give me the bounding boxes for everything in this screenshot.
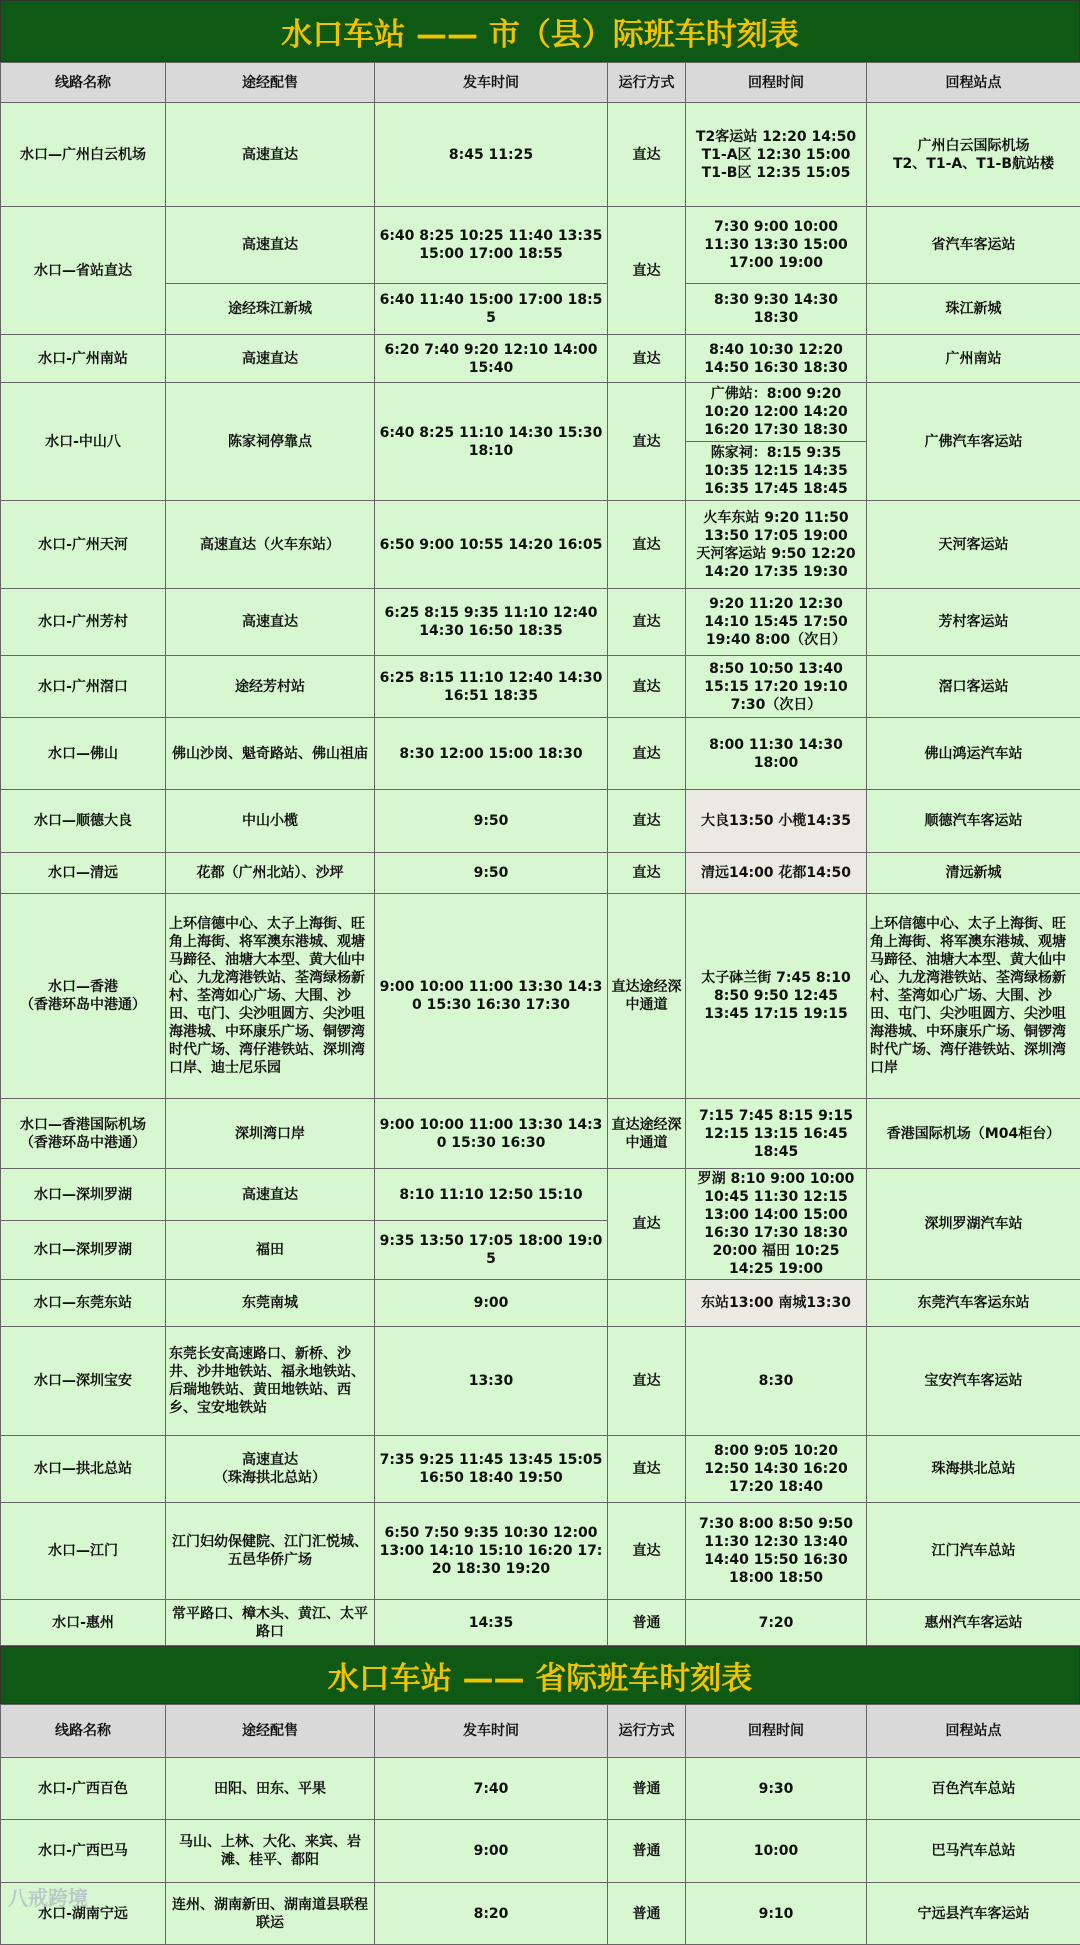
return-times: 9:30 bbox=[686, 1758, 867, 1820]
route-name: 水口—深圳罗湖 bbox=[1, 1169, 166, 1221]
route-name: 水口—广州白云机场 bbox=[1, 103, 166, 207]
via-stops: 福田 bbox=[166, 1221, 375, 1280]
return-stop: 顺德汽车客运站 bbox=[867, 790, 1080, 853]
table-row bbox=[1, 207, 1080, 284]
via-stops: 高速直达 bbox=[166, 1169, 375, 1221]
run-mode: 直达 bbox=[608, 383, 686, 501]
table-row bbox=[1, 1169, 1080, 1221]
route-name: 水口—深圳罗湖 bbox=[1, 1221, 166, 1280]
col-header-return: 回程时间 bbox=[686, 1705, 867, 1758]
return-stop: 宁远县汽车客运站 bbox=[867, 1883, 1080, 1945]
return-stop: 天河客运站 bbox=[867, 501, 1080, 589]
table-row bbox=[1, 103, 1080, 207]
via-stops: 中山小榄 bbox=[166, 790, 375, 853]
via-stops: 花都（广州北站）、沙坪 bbox=[166, 853, 375, 894]
return-times: 8:30 bbox=[686, 1327, 867, 1436]
return-stop: 上环信德中心、太子上海街、旺角上海街、将军澳东港城、观塘马蹄径、油塘大本型、黄大仙中心、九龙湾港铁站、荃湾绿杨新村、荃湾如心广场、大围、沙田、屯门、尖沙咀圆方、尖沙咀海港城、中环康乐广场、铜锣湾时代广场、湾仔港铁站、深圳湾口岸 bbox=[867, 894, 1080, 1099]
return-times: 大良13:50 小榄14:35 bbox=[686, 790, 867, 853]
return-stop: 珠江新城 bbox=[867, 284, 1080, 335]
depart-times: 6:50 9:00 10:55 14:20 16:05 bbox=[375, 501, 608, 589]
depart-times: 6:40 11:40 15:00 17:00 18:55 bbox=[375, 284, 608, 335]
return-times: 8:00 11:30 14:30 18:00 bbox=[686, 718, 867, 790]
route-name: 水口-中山八 bbox=[1, 383, 166, 501]
return-times: 8:50 10:50 13:40 15:15 17:20 19:10 7:30（次日） bbox=[686, 656, 867, 718]
route-name: 水口-广西百色 bbox=[1, 1758, 166, 1820]
return-times: 7:30 8:00 8:50 9:50 11:30 12:30 13:40 14:40 15:50 16:30 18:00 18:50 bbox=[686, 1503, 867, 1600]
return-stop: 宝安汽车客运站 bbox=[867, 1327, 1080, 1436]
return-times: 7:15 7:45 8:15 9:15 12:15 13:15 16:45 18:45 bbox=[686, 1099, 867, 1169]
table-row bbox=[1, 1099, 1080, 1169]
col-header-depart: 发车时间 bbox=[375, 1705, 608, 1758]
return-stop: 广州白云国际机场 T2、T1-A、T1-B航站楼 bbox=[867, 103, 1080, 207]
route-name: 水口—省站直达 bbox=[1, 207, 166, 335]
run-mode: 普通 bbox=[608, 1820, 686, 1883]
table-header-row bbox=[1, 63, 1080, 103]
via-stops: 常平路口、樟木头、黄江、太平路口 bbox=[166, 1600, 375, 1646]
return-times: 8:40 10:30 12:20 14:50 16:30 18:30 bbox=[686, 335, 867, 383]
table-row bbox=[1, 335, 1080, 383]
route-name: 水口—深圳宝安 bbox=[1, 1327, 166, 1436]
return-times: T2客运站 12:20 14:50 T1-A区 12:30 15:00 T1-B区 12:35 15:05 bbox=[686, 103, 867, 207]
depart-times: 9:00 10:00 11:00 13:30 14:30 15:30 16:30 bbox=[375, 1099, 608, 1169]
return-times: 罗湖 8:10 9:00 10:00 10:45 11:30 12:15 13:00 14:00 15:00 16:30 17:30 18:30 20:00 福田 10:25 14:25 19:00 bbox=[686, 1169, 867, 1280]
return-stop: 深圳罗湖汽车站 bbox=[867, 1169, 1080, 1280]
table-row bbox=[1, 718, 1080, 790]
table-row bbox=[1, 501, 1080, 589]
depart-times: 13:30 bbox=[375, 1327, 608, 1436]
return-stop: 佛山鸿运汽车站 bbox=[867, 718, 1080, 790]
table-header-row bbox=[1, 1705, 1080, 1758]
table-row bbox=[1, 1327, 1080, 1436]
route-name: 水口—佛山 bbox=[1, 718, 166, 790]
depart-times: 9:00 10:00 11:00 13:30 14:30 15:30 16:30 17:30 bbox=[375, 894, 608, 1099]
return-times: 8:30 9:30 14:30 18:30 bbox=[686, 284, 867, 335]
depart-times: 7:35 9:25 11:45 13:45 15:05 16:50 18:40 19:50 bbox=[375, 1436, 608, 1503]
via-stops: 东莞长安高速路口、新桥、沙井、沙井地铁站、福永地铁站、后瑞地铁站、黄田地铁站、西乡、宝安地铁站 bbox=[166, 1327, 375, 1436]
col-header-stop: 回程站点 bbox=[867, 1705, 1080, 1758]
via-stops: 高速直达 bbox=[166, 207, 375, 284]
route-name: 水口-广州芳村 bbox=[1, 589, 166, 656]
via-stops: 高速直达 bbox=[166, 589, 375, 656]
route-name: 水口-广州滘口 bbox=[1, 656, 166, 718]
depart-times: 6:50 7:50 9:35 10:30 12:00 13:00 14:10 15:10 16:20 17:20 18:30 19:20 bbox=[375, 1503, 608, 1600]
depart-times: 8:30 12:00 15:00 18:30 bbox=[375, 718, 608, 790]
depart-times: 9:50 bbox=[375, 853, 608, 894]
city-schedule-table bbox=[0, 62, 1080, 1646]
via-stops: 陈家祠停靠点 bbox=[166, 383, 375, 501]
province-schedule-table bbox=[0, 1704, 1080, 1945]
return-stop: 香港国际机场（M04柜台） bbox=[867, 1099, 1080, 1169]
return-stop: 惠州汽车客运站 bbox=[867, 1600, 1080, 1646]
col-header-return: 回程时间 bbox=[686, 63, 867, 103]
province-table-title: 水口车站 —— 省际班车时刻表 bbox=[0, 1646, 1080, 1704]
depart-times: 6:40 8:25 10:25 11:40 13:35 15:00 17:00 18:55 bbox=[375, 207, 608, 284]
via-stops: 高速直达 （珠海拱北总站） bbox=[166, 1436, 375, 1503]
table-row bbox=[1, 589, 1080, 656]
return-stop: 广州南站 bbox=[867, 335, 1080, 383]
return-stop: 东莞汽车客运东站 bbox=[867, 1280, 1080, 1327]
run-mode: 普通 bbox=[608, 1883, 686, 1945]
return-times-chenjiaci: 陈家祠：8:15 9:35 10:35 12:15 14:35 16:35 17:45 18:45 bbox=[686, 441, 866, 500]
table-row bbox=[1, 1280, 1080, 1327]
return-times: 7:20 bbox=[686, 1600, 867, 1646]
table-row bbox=[1, 1883, 1080, 1945]
via-stops: 高速直达 bbox=[166, 103, 375, 207]
return-stop: 百色汽车总站 bbox=[867, 1758, 1080, 1820]
route-name: 水口-广州南站 bbox=[1, 335, 166, 383]
table-row bbox=[1, 1600, 1080, 1646]
run-mode bbox=[608, 1280, 686, 1327]
return-stop: 滘口客运站 bbox=[867, 656, 1080, 718]
depart-times: 9:00 bbox=[375, 1280, 608, 1327]
run-mode: 直达途经深中通道 bbox=[608, 894, 686, 1099]
table-row bbox=[1, 1820, 1080, 1883]
via-stops: 深圳湾口岸 bbox=[166, 1099, 375, 1169]
return-times: 9:10 bbox=[686, 1883, 867, 1945]
return-times: 9:20 11:20 12:30 14:10 15:45 17:50 19:40 8:00（次日） bbox=[686, 589, 867, 656]
table-row bbox=[1, 383, 1080, 501]
run-mode: 直达 bbox=[608, 853, 686, 894]
run-mode: 直达 bbox=[608, 656, 686, 718]
return-times: 清远14:00 花都14:50 bbox=[686, 853, 867, 894]
depart-times: 8:20 bbox=[375, 1883, 608, 1945]
col-header-route: 线路名称 bbox=[1, 1705, 166, 1758]
route-name: 水口-广西巴马 bbox=[1, 1820, 166, 1883]
table-row bbox=[1, 1503, 1080, 1600]
return-times bbox=[686, 383, 867, 501]
route-name: 水口—香港 （香港环岛中港通） bbox=[1, 894, 166, 1099]
return-stop: 江门汽车总站 bbox=[867, 1503, 1080, 1600]
depart-times: 9:50 bbox=[375, 790, 608, 853]
return-times: 7:30 9:00 10:00 11:30 13:30 15:00 17:00 19:00 bbox=[686, 207, 867, 284]
depart-times: 9:00 bbox=[375, 1820, 608, 1883]
run-mode: 直达 bbox=[608, 790, 686, 853]
via-stops: 途经芳村站 bbox=[166, 656, 375, 718]
return-stop: 巴马汽车总站 bbox=[867, 1820, 1080, 1883]
table-row bbox=[1, 853, 1080, 894]
depart-times: 6:25 8:15 11:10 12:40 14:30 16:51 18:35 bbox=[375, 656, 608, 718]
depart-times: 9:35 13:50 17:05 18:00 19:05 bbox=[375, 1221, 608, 1280]
table-row bbox=[1, 1436, 1080, 1503]
route-name: 水口—顺德大良 bbox=[1, 790, 166, 853]
depart-times: 7:40 bbox=[375, 1758, 608, 1820]
return-stop: 广佛汽车客运站 bbox=[867, 383, 1080, 501]
col-header-depart: 发车时间 bbox=[375, 63, 608, 103]
return-times: 火车东站 9:20 11:50 13:50 17:05 19:00 天河客运站 9:50 12:20 14:20 17:35 19:30 bbox=[686, 501, 867, 589]
col-header-via: 途经配售 bbox=[166, 63, 375, 103]
via-stops: 马山、上林、大化、来宾、岩滩、桂平、都阳 bbox=[166, 1820, 375, 1883]
table-row bbox=[1, 790, 1080, 853]
col-header-mode: 运行方式 bbox=[608, 63, 686, 103]
col-header-mode: 运行方式 bbox=[608, 1705, 686, 1758]
depart-times: 8:10 11:10 12:50 15:10 bbox=[375, 1169, 608, 1221]
return-times-guangfo: 广佛站：8:00 9:20 10:20 12:00 14:20 16:20 17:30 18:30 bbox=[686, 383, 866, 441]
via-stops: 田阳、田东、平果 bbox=[166, 1758, 375, 1820]
depart-times: 6:40 8:25 11:10 14:30 15:30 18:10 bbox=[375, 383, 608, 501]
via-stops: 上环信德中心、太子上海街、旺角上海街、将军澳东港城、观塘马蹄径、油塘大本型、黄大仙中心、九龙湾港铁站、荃湾绿杨新村、荃湾如心广场、大围、沙田、屯门、尖沙咀圆方、尖沙咀海港城、中环康乐广场、铜锣湾时代广场、湾仔港铁站、深圳湾口岸、迪士尼乐园 bbox=[166, 894, 375, 1099]
depart-times: 6:25 8:15 9:35 11:10 12:40 14:30 16:50 18:35 bbox=[375, 589, 608, 656]
run-mode: 直达 bbox=[608, 1327, 686, 1436]
col-header-stop: 回程站点 bbox=[867, 63, 1080, 103]
via-stops: 东莞南城 bbox=[166, 1280, 375, 1327]
table-row bbox=[1, 894, 1080, 1099]
via-stops: 佛山沙岗、魁奇路站、佛山祖庙 bbox=[166, 718, 375, 790]
run-mode: 直达 bbox=[608, 207, 686, 335]
return-times: 8:00 9:05 10:20 12:50 14:30 16:20 17:20 18:40 bbox=[686, 1436, 867, 1503]
city-table-title: 水口车站 —— 市（县）际班车时刻表 bbox=[0, 0, 1080, 62]
route-name: 水口—香港国际机场 （香港环岛中港通） bbox=[1, 1099, 166, 1169]
run-mode: 直达 bbox=[608, 1436, 686, 1503]
col-header-route: 线路名称 bbox=[1, 63, 166, 103]
run-mode: 直达 bbox=[608, 335, 686, 383]
run-mode: 直达 bbox=[608, 501, 686, 589]
col-header-via: 途经配售 bbox=[166, 1705, 375, 1758]
return-times: 东站13:00 南城13:30 bbox=[686, 1280, 867, 1327]
route-name: 水口-湖南宁远 bbox=[1, 1883, 166, 1945]
route-name: 水口—清远 bbox=[1, 853, 166, 894]
table-row bbox=[1, 656, 1080, 718]
depart-times: 14:35 bbox=[375, 1600, 608, 1646]
via-stops: 高速直达 bbox=[166, 335, 375, 383]
return-times: 太子砵兰街 7:45 8:10 8:50 9:50 12:45 13:45 17:15 19:15 bbox=[686, 894, 867, 1099]
run-mode: 直达 bbox=[608, 1503, 686, 1600]
run-mode: 普通 bbox=[608, 1758, 686, 1820]
return-stop: 珠海拱北总站 bbox=[867, 1436, 1080, 1503]
via-stops: 连州、湖南新田、湖南道县联程联运 bbox=[166, 1883, 375, 1945]
run-mode: 直达途经深中通道 bbox=[608, 1099, 686, 1169]
run-mode: 直达 bbox=[608, 103, 686, 207]
via-stops: 高速直达（火车东站） bbox=[166, 501, 375, 589]
return-stop: 芳村客运站 bbox=[867, 589, 1080, 656]
via-stops: 江门妇幼保健院、江门汇悦城、五邑华侨广场 bbox=[166, 1503, 375, 1600]
run-mode: 直达 bbox=[608, 589, 686, 656]
route-name: 水口—东莞东站 bbox=[1, 1280, 166, 1327]
run-mode: 直达 bbox=[608, 1169, 686, 1280]
return-stop: 省汽车客运站 bbox=[867, 207, 1080, 284]
route-name: 水口—江门 bbox=[1, 1503, 166, 1600]
table-row bbox=[1, 1758, 1080, 1820]
via-stops: 途经珠江新城 bbox=[166, 284, 375, 335]
run-mode: 普通 bbox=[608, 1600, 686, 1646]
route-name: 水口-惠州 bbox=[1, 1600, 166, 1646]
route-name: 水口—拱北总站 bbox=[1, 1436, 166, 1503]
run-mode: 直达 bbox=[608, 718, 686, 790]
depart-times: 6:20 7:40 9:20 12:10 14:00 15:40 bbox=[375, 335, 608, 383]
return-stop: 清远新城 bbox=[867, 853, 1080, 894]
depart-times: 8:45 11:25 bbox=[375, 103, 608, 207]
route-name: 水口-广州天河 bbox=[1, 501, 166, 589]
return-times: 10:00 bbox=[686, 1820, 867, 1883]
watermark-logo: 八戒跨境 bbox=[8, 1882, 88, 1911]
